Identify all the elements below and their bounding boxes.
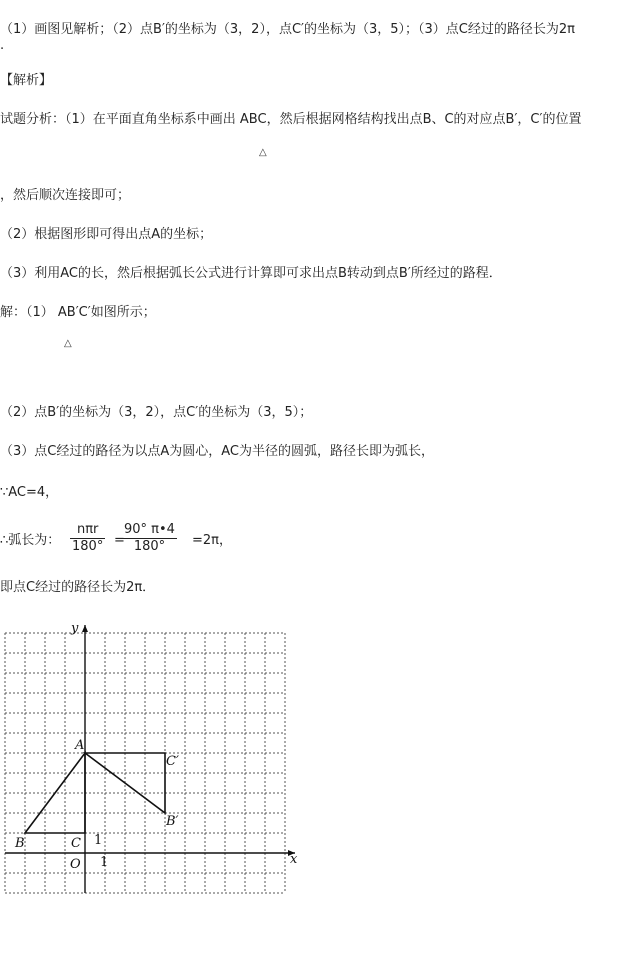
y-unit-label: 1 [94,833,103,848]
fraction-substituted [122,522,177,555]
fraction-substituted-denominator: 180° [133,539,166,554]
x-unit-label: 1 [100,855,109,870]
solution-line-3: （3）点C经过的路径为以点A为圆心，AC为半径的圆弧，路径长即为弧长， [0,444,434,459]
fraction-formula [70,522,105,555]
analysis-line-4: （3）利用AC的长，然后根据弧长公式进行计算即可求出点B转动到点B′所经过的路程． [0,266,502,281]
labels [14,621,298,872]
axes [5,625,295,893]
point-c-prime-label: C′ [166,754,179,769]
point-b-label: B [15,836,25,851]
solution-line-4: ∵AC=4， [0,485,59,500]
equals-result: =2π， [192,533,232,548]
answer-line-1: （1）画图见解析；（2）点B′的坐标为（3，2），点C′的坐标为（3，5）；（3）点C经过的路径长为2π [0,22,575,37]
fraction-substituted-numerator: 90° π•4 [124,522,175,537]
arc-length-prefix: ∴弧长为： [0,533,61,548]
dotted-grid [5,633,285,893]
equals-sign-1: = [114,533,125,548]
point-b-prime-label: B′ [166,814,179,829]
x-axis-label: x [290,852,298,867]
analysis-line-1: 试题分析：（1）在平面直角坐标系中画出 ABC，然后根据网格结构找出点B、C的对应点B′，C′的位置 [0,112,582,127]
section-title: 【解析】 [0,73,53,88]
coordinate-grid-figure [0,615,330,915]
origin-label: O [70,857,81,872]
answer-line-1-dot: . [0,38,5,53]
analysis-triangle-symbol: △ [259,147,267,158]
point-c-label: C [71,836,81,851]
fraction-formula-numerator: nπr [70,522,105,539]
y-axis-arrow [82,625,88,632]
fraction-formula-denominator: 180° [72,539,104,554]
y-axis-label: y [71,621,79,636]
solution-triangle-symbol: △ [64,338,72,349]
analysis-line-2: ，然后顺次连接即可； [0,188,131,203]
solution-line-1: 解：（1） AB′C′如图所示； [0,305,156,320]
solution-line-6: 即点C经过的路径长为2π． [0,580,156,595]
analysis-line-3: （2）根据图形即可得出点A的坐标； [0,227,213,242]
solution-line-2: （2）点B′的坐标为（3，2），点C′的坐标为（3，5）； [0,405,313,420]
point-a-label: A [75,738,85,753]
